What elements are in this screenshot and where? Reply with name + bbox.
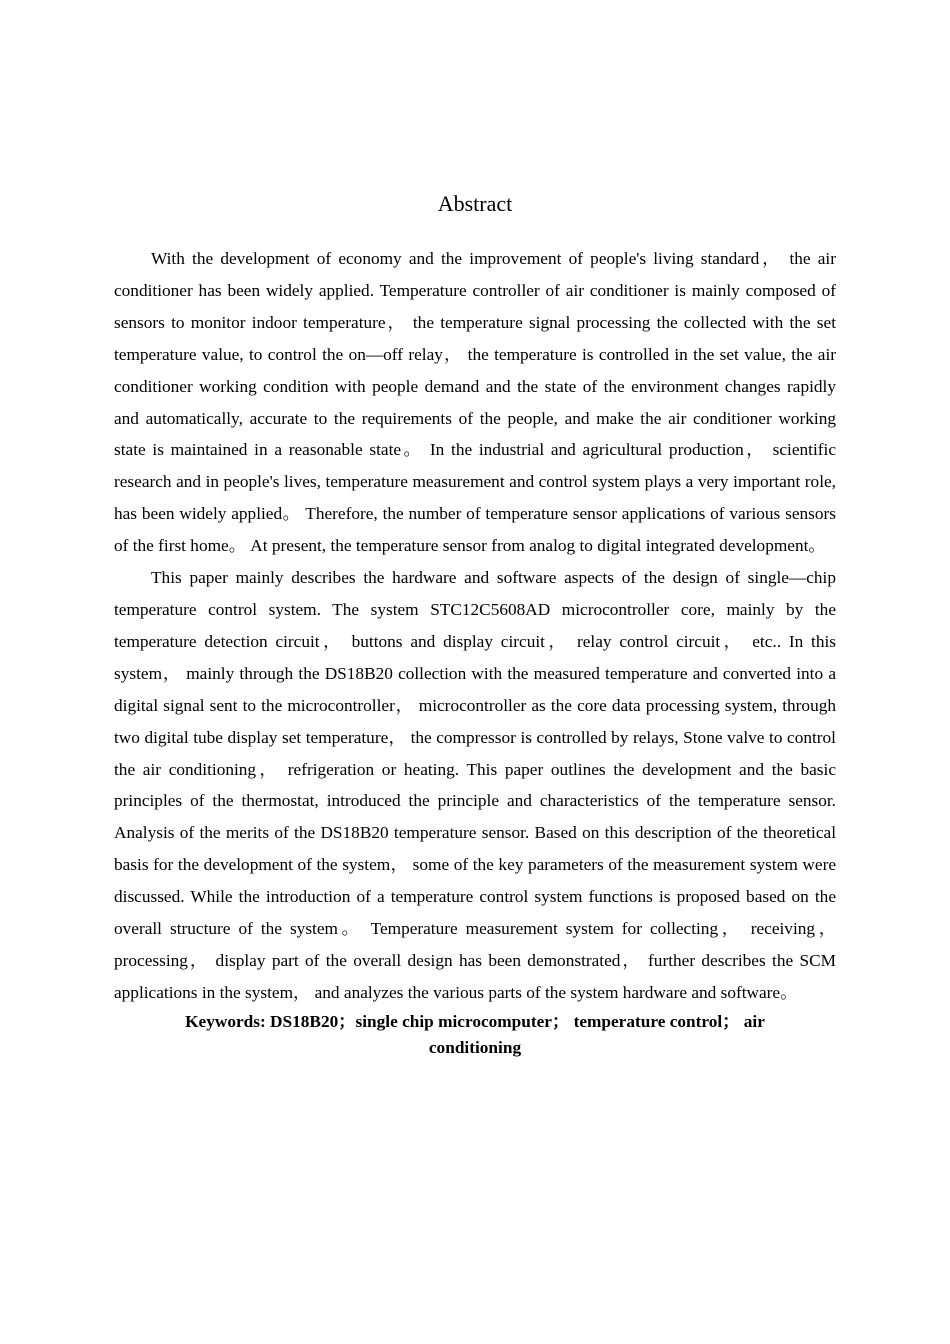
abstract-body xyxy=(114,243,836,1061)
abstract-paragraph-1: With the development of economy and the improvement of people's living standard， the air conditioner has been widely applied. Temperature controller of air conditioner is mainly composed of sensors to monitor indoor temperature， the temperature signal processing the collected with the set temperature value, to control the on—off relay， the temperature is controlled in the set value, the air conditioner working condition with people demand and the state of the environment changes rapidly and automatically, accurate to the requirements of the people, and make the air conditioner working state is maintained in a reasonable state。 In the industrial and agricultural production， scientific research and in people's lives, temperature measurement and control system plays a very important role, has been widely applied。 Therefore, the number of temperature sensor applications of various sensors of the first home。 At present, the temperature sensor from analog to digital integrated development。 xyxy=(114,249,836,556)
abstract-paragraph-2: This paper mainly describes the hardware and software aspects of the design of single—chip temperature control system. The system STC12C5608AD microcontroller core, mainly by the temperature detection circuit， buttons and display circuit， relay control circuit， etc.. In this system， mainly through the DS18B20 collection with the measured temperature and converted into a digital signal sent to the microcontroller， microcontroller as the core data processing system, through two digital tube display set temperature， the compressor is controlled by relays, Stone valve to control the air conditioning， refrigeration or heating. This paper outlines the development and the basic principles of the thermostat, introduced the principle and characteristics of the temperature sensor. Analysis of the merits of the DS18B20 temperature sensor. Based on this description of the theoretical basis for the development of the system， some of the key parameters of the measurement system were discussed. While the introduction of a temperature control system functions is proposed based on the overall structure of the system。 Temperature measurement system for collecting， receiving， processing， display part of the overall design has been demonstrated， further describes the SCM applications in the system， and analyzes the various parts of the system hardware and software。 xyxy=(114,568,836,1002)
keywords-line: Keywords: DS18B20；single chip microcomputer； temperature control； air conditioning xyxy=(185,1011,765,1057)
abstract-title: Abstract xyxy=(437,191,513,216)
